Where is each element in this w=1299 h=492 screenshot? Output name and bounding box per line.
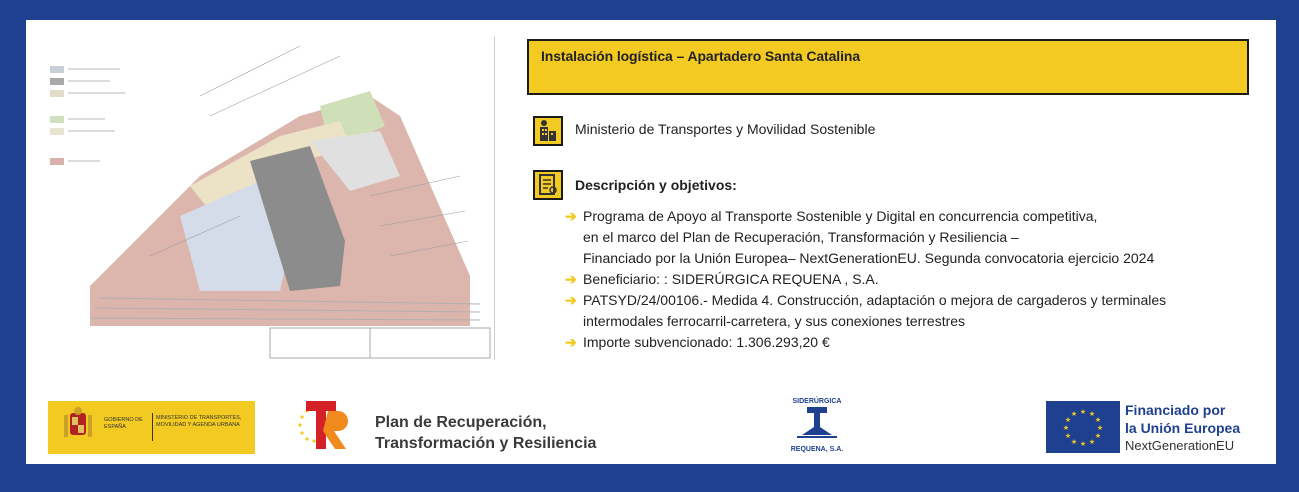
gobierno-logo bbox=[48, 401, 255, 454]
sign-panel bbox=[26, 20, 1276, 464]
bullet-item bbox=[565, 269, 1265, 290]
coat-of-arms-icon bbox=[58, 405, 98, 449]
svg-text:★: ★ bbox=[1079, 440, 1087, 448]
rail-profile-icon bbox=[795, 405, 839, 441]
building-icon bbox=[533, 116, 563, 146]
bullet-line: Beneficiario: : SIDERÚRGICA REQUENA , S.A. bbox=[583, 271, 879, 287]
ministry-label: Ministerio de Transportes y Movilidad Sostenible bbox=[575, 121, 876, 137]
svg-text:★: ★ bbox=[1064, 416, 1072, 424]
bullet-line: en el marco del Plan de Recuperación, Transformación y Resiliencia – bbox=[583, 229, 1019, 245]
svg-text:★: ★ bbox=[1094, 432, 1102, 440]
eu-flag-icon bbox=[1046, 401, 1120, 453]
prtr-text bbox=[375, 412, 596, 454]
arrow-icon: ➔ bbox=[565, 208, 577, 224]
siderurgica-bottom-text: REQUENA, S.A. bbox=[790, 446, 844, 453]
project-title-box bbox=[527, 39, 1249, 95]
svg-text:★: ★ bbox=[1088, 438, 1096, 446]
svg-text:★: ★ bbox=[1062, 424, 1070, 432]
bullet-line: Financiado por la Unión Europea– NextGenerationEU. Segunda convocatoria ejercicio 2024 bbox=[583, 250, 1155, 266]
bullet-list bbox=[565, 206, 1265, 353]
svg-text:★: ★ bbox=[1064, 432, 1072, 440]
arrow-icon: ➔ bbox=[565, 292, 577, 308]
bullet-line: PATSYD/24/00106.- Medida 4. Construcción, adaptación o mejora de cargaderos y terminales bbox=[583, 292, 1167, 308]
document-icon bbox=[533, 170, 563, 200]
eu-line-3: NextGenerationEU bbox=[1125, 438, 1235, 453]
svg-text:★: ★ bbox=[1070, 438, 1078, 446]
svg-text:★: ★ bbox=[1079, 408, 1087, 416]
svg-text:★: ★ bbox=[1094, 416, 1102, 424]
svg-text:★: ★ bbox=[1088, 410, 1096, 418]
prtr-line-1: Plan de Recuperación, bbox=[375, 414, 547, 431]
bullet-line: Programa de Apoyo al Transporte Sostenible y Digital en concurrencia competitiva, bbox=[583, 208, 1098, 224]
ministerio-text: MINISTERIO DE TRANSPORTES, MOVILIDAD Y AGENDA URBANA bbox=[156, 415, 242, 428]
prtr-logo-icon bbox=[294, 397, 360, 458]
bullet-item bbox=[565, 332, 1265, 353]
bullet-item bbox=[565, 206, 1265, 269]
arrow-icon: ➔ bbox=[565, 334, 577, 350]
bullet-item bbox=[565, 290, 1265, 332]
project-title: Instalación logística – Apartadero Santa Catalina bbox=[541, 48, 861, 64]
bullet-line: intermodales ferrocarril-carretera, y sus conexiones terrestres bbox=[583, 313, 966, 329]
eu-line-2: la Unión Europea bbox=[1125, 420, 1241, 436]
bullet-line: Importe subvencionado: 1.306.293,20 € bbox=[583, 334, 830, 350]
siderurgica-top-text: SIDERÚRGICA bbox=[792, 398, 842, 405]
description-heading: Descripción y objetivos: bbox=[575, 177, 737, 193]
eu-funding-text bbox=[1125, 401, 1240, 455]
gobierno-text: GOBIERNO DE ESPAÑA bbox=[104, 417, 143, 430]
eu-line-1: Financiado por bbox=[1125, 402, 1226, 418]
site-plan-image bbox=[40, 36, 495, 360]
prtr-line-2: Transformación y Resiliencia bbox=[375, 435, 597, 452]
svg-text:★: ★ bbox=[1096, 424, 1104, 432]
svg-text:★: ★ bbox=[1070, 410, 1078, 418]
arrow-icon: ➔ bbox=[565, 271, 577, 287]
divider bbox=[152, 413, 153, 441]
siderurgica-logo bbox=[777, 398, 857, 453]
